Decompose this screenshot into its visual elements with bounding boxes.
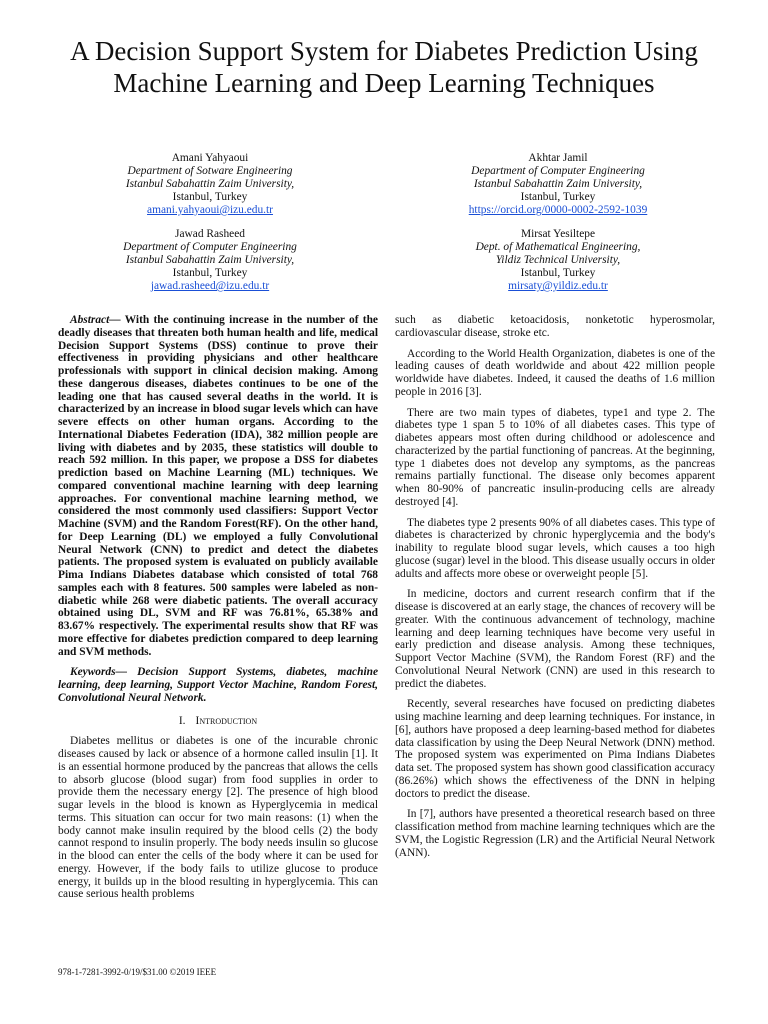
author-email-link[interactable]: jawad.rasheed@izu.edu.tr bbox=[150, 280, 270, 292]
author-city: Istanbul, Turkey bbox=[520, 191, 596, 203]
author-name: Jawad Rasheed bbox=[175, 228, 245, 240]
abstract bbox=[58, 314, 378, 658]
author-email-link[interactable]: amani.yahyaoui@izu.edu.tr bbox=[147, 204, 273, 216]
left-column bbox=[58, 314, 378, 909]
body-paragraph: such as diabetic ketoacidosis, nonketotic hyperosmolar, cardiovascular disease, stroke etc. bbox=[395, 314, 715, 339]
keywords-text: Decision Support Systems, diabetes, machine learning, deep learning, Support Vector Machine, Random Forest, Convolutional Neural Network. bbox=[58, 666, 378, 704]
author-city: Istanbul, Turkey bbox=[172, 191, 248, 203]
copyright-footer: 978-1-7281-3992-0/19/$31.00 ©2019 IEEE bbox=[58, 967, 217, 977]
abstract-label: Abstract— bbox=[70, 314, 121, 326]
author-city: Istanbul, Turkey bbox=[520, 267, 596, 279]
author-university: Yildiz Technical University, bbox=[495, 254, 621, 266]
body-paragraph: According to the World Health Organization, diabetes is one of the leading causes of death worldwide and about 422 million people worldwide have diabetes. Indeed, it caused the deaths of 1.6 million people in 2016 [3]. bbox=[395, 347, 715, 398]
author-university: Istanbul Sabahattin Zaim University, bbox=[125, 254, 295, 266]
section-title: Introduction bbox=[195, 714, 258, 727]
author-name: Amani Yahyaoui bbox=[171, 152, 249, 164]
author-department: Department of Computer Engineering bbox=[123, 241, 297, 253]
author-department: Department of Computer Engineering bbox=[471, 165, 645, 177]
section-heading bbox=[58, 715, 378, 728]
paper-title: A Decision Support System for Diabetes Prediction Using Machine Learning and Deep Learning Techniques bbox=[70, 36, 698, 98]
author-block-4 bbox=[428, 228, 688, 293]
body-paragraph: The diabetes type 2 presents 90% of all diabetes cases. This type of diabetes is characterized by chronic hyperglycemia and the body's inability to regulate blood sugar levels, which causes a too high glucose (sugar) level in the blood. This disease usually occurs in older adults and affects more obese or overweight people [5]. bbox=[395, 516, 715, 580]
author-department: Dept. of Mathematical Engineering, bbox=[475, 241, 641, 253]
body-paragraph: Recently, several researches have focused on predicting diabetes using machine learning and deep learning techniques. For instance, in [6], authors have proposed a deep learning-based method for diabetes data classification by using the Deep Neural Network (DNN) method. The proposed system was experimented on Pima Indians Diabetes data set. The proposed system has shown good classification accuracy (86.26%) which shows the effectiveness of the DNN in helping doctors to predict the disease. bbox=[395, 698, 715, 800]
body-paragraph: There are two main types of diabetes, type1 and type 2. The diabetes type 1 span 5 to 10% of all diabetes cases. This type of diabetes appears most often during childhood or adolescence and characterized by the partial functioning of pancreas. At the beginning, type 1 diabetes does not develop any symptoms, as the pancreas remains partially functional. The disease only becomes apparent when 80-90% of pancreatic insulin-producing cells are already destroyed [4]. bbox=[395, 406, 715, 508]
right-column bbox=[395, 314, 715, 867]
author-email-link[interactable]: mirsaty@yildiz.edu.tr bbox=[508, 280, 608, 292]
author-block-1 bbox=[80, 152, 340, 217]
author-block-3 bbox=[80, 228, 340, 293]
keywords bbox=[58, 666, 378, 704]
author-name: Mirsat Yesiltepe bbox=[520, 228, 596, 240]
author-university: Istanbul Sabahattin Zaim University, bbox=[125, 178, 295, 190]
author-university: Istanbul Sabahattin Zaim University, bbox=[473, 178, 643, 190]
section-number: I. bbox=[178, 714, 186, 727]
keywords-label: Keywords— bbox=[70, 666, 127, 679]
author-department: Department of Sotware Engineering bbox=[127, 165, 293, 177]
author-city: Istanbul, Turkey bbox=[172, 267, 248, 279]
body-paragraph: In [7], authors have presented a theoretical research based on three classification method from machine learning techniques which are the SVM, the Logistic Regression (LR) and the Artificial Neural Network (ANN). bbox=[395, 808, 715, 859]
author-orcid-link[interactable]: https://orcid.org/0000-0002-2592-1039 bbox=[468, 204, 648, 216]
body-paragraph: Diabetes mellitus or diabetes is one of the incurable chronic diseases caused by lack or absence of a hormone called insulin [1]. It is an essential hormone produced by the pancreas that allows the cells to absorb glucose (blood sugar) from food supplies in order to provide them the necessary energy [2]. The presence of high blood sugar levels in the blood is known as Hyperglycemia in medical terms. This situation can occur for two main reasons: (1) when the body cannot make insulin required by the blood cells (2) the body cannot respond to insulin properly. The body needs insulin so glucose in the blood can enter the cells of the body where it can be used for energy. However, if the body fails to utilize glucose to produce energy, it builds up in the blood resulting in hyperglycemia. This can cause serious health problems bbox=[58, 735, 378, 901]
body-paragraph: In medicine, doctors and current research confirm that if the disease is discovered at an early stage, the chances of recovery will be greater. With the continuous advancement of technology, machine learning and deep learning techniques have become very useful in early prediction and disease analysis. Among these techniques, Support Vector Machine (SVM), the Random Forest (RF) and the Convolutional Neural Network (CNN) are used in this research to predict the diabetes. bbox=[395, 588, 715, 690]
abstract-text: With the continuing increase in the number of the deadly diseases that threaten both human health and life, medical Decision Support Systems (DSS) continue to prove their effectiveness in providing physicians and other healthcare professionals with support in clinical decision making. Among these dangerous diseases, diabetes continues to be one of the leading one that has caused several deaths in the world. It is characterized by an increase in blood sugar levels which can have severe effects on other human organs. According to the International Diabetes Federation (IDA), 382 million people are living with diabetes and by 2035, these statistics will double to reach 592 million. In this paper, we propose a DSS for diabetes prediction based on Machine Learning (ML) techniques. We compared conventional machine learning with deep learning approaches. For conventional machine learning method, we considered the most commonly used classifiers: Support Vector Machine (SVM) and the Random Forest(RF). On the other hand, for Deep Learning (DL) we employed a fully Convolutional Neural Network (CNN) to predict and detect the diabetes patients. The proposed system is evaluated on publicly available Pima Indians Diabetes database which consisted of total 768 samples each with 8 features. 500 samples were labeled as non-diabetic while 268 were diabetic patients. The overall accuracy obtained using DL, SVM and RF was 76.81%, 65.38% and 83.67% respectively. The experimental results show that RF was more effective for diabetes prediction compared to deep learning and SVM methods. bbox=[58, 314, 378, 658]
author-block-2 bbox=[428, 152, 688, 217]
author-name: Akhtar Jamil bbox=[528, 152, 588, 164]
